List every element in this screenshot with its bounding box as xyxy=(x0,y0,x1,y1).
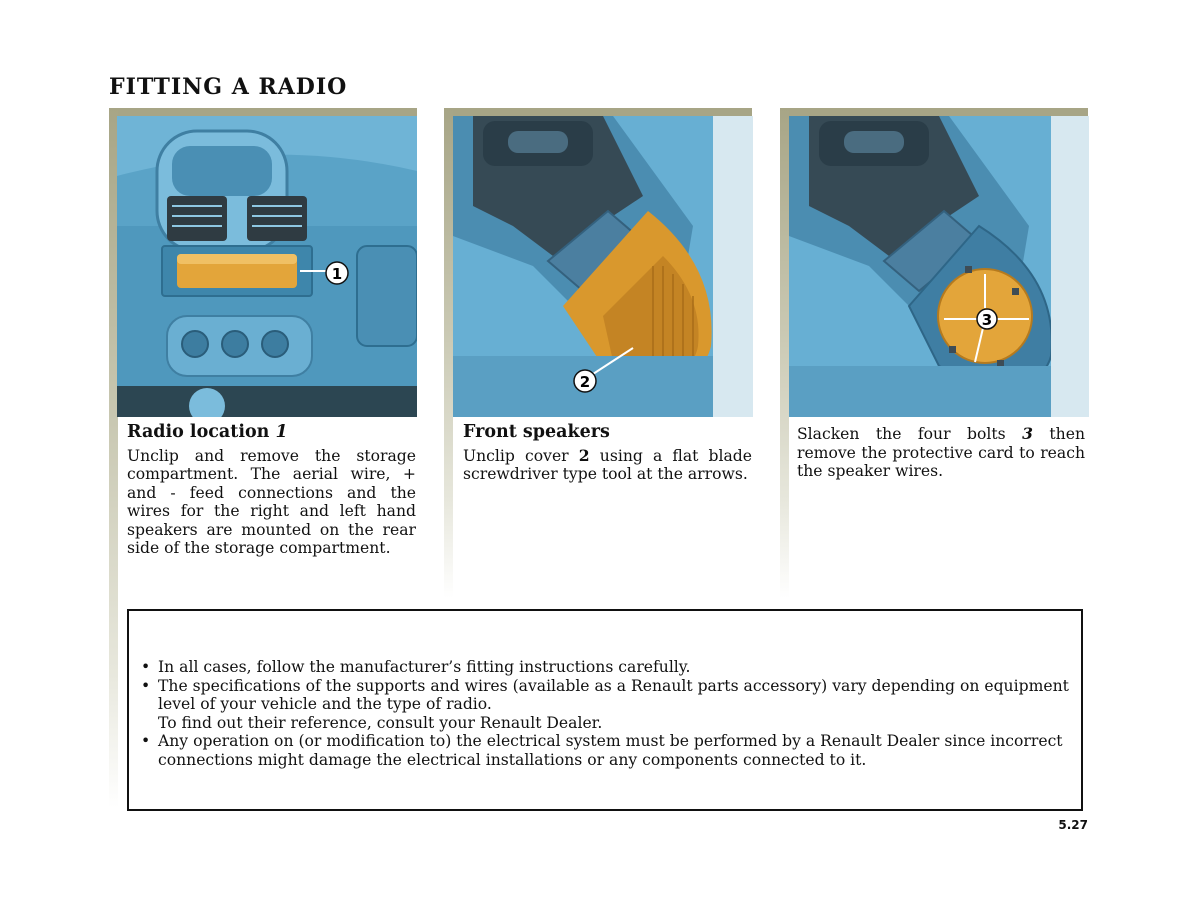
front-speakers-caption xyxy=(463,423,752,484)
callout-2-label: 2 xyxy=(579,373,591,391)
speaker-bolts-photo xyxy=(789,116,1089,417)
bullet-icon: • xyxy=(141,732,151,750)
notes-list xyxy=(141,658,1071,769)
callout-3-label: 3 xyxy=(981,311,993,329)
list-item: • Any operation on (or modification to) the electrical system must be performed by a Renault Dealer since incorrect connections might damage the electrical installations or any components connected to it. xyxy=(141,732,1063,769)
column-side-rule xyxy=(444,108,453,598)
list-item: • In all cases, follow the manufacturer’s fitting instructions carefully. xyxy=(141,658,691,676)
bullet-icon: • xyxy=(141,676,151,695)
radio-location-text: Unclip and remove the storage compartment. The aerial wire, + and - feed connections and the wires for the right and left hand speakers are mounted on the rear side of the storage compartment. xyxy=(127,446,416,557)
column-top-rule xyxy=(109,108,417,116)
list-item: • The specifications of the supports and wires (available as a Renault parts accessory) vary depending on equipment level of your vehicle and the type of radio. To find out their reference, consult your Renault Dealer. xyxy=(141,676,1069,732)
radio-location-caption xyxy=(127,423,416,558)
radio-location-photo xyxy=(117,116,417,417)
speaker-bolts-caption xyxy=(797,425,1085,481)
page-number: 5.27 xyxy=(1058,818,1088,832)
column-top-rule xyxy=(444,108,752,116)
page-title: FITTING A RADIO xyxy=(109,74,348,100)
column-top-rule xyxy=(780,108,1088,116)
notes-box xyxy=(127,609,1083,811)
front-speakers-heading: Front speakers xyxy=(463,422,610,442)
column-side-rule xyxy=(780,108,789,598)
radio-location-heading: Radio location 1 xyxy=(127,422,288,442)
callout-1-label: 1 xyxy=(331,265,343,283)
speaker-bolts-text: Slacken the four bolts 3 then remove the protective card to reach the speaker wires. xyxy=(797,424,1085,480)
bullet-icon: • xyxy=(141,658,151,676)
front-speakers-photo xyxy=(453,116,753,417)
front-speakers-text: Unclip cover 2 using a flat blade screwdriver type tool at the arrows. xyxy=(463,445,753,483)
